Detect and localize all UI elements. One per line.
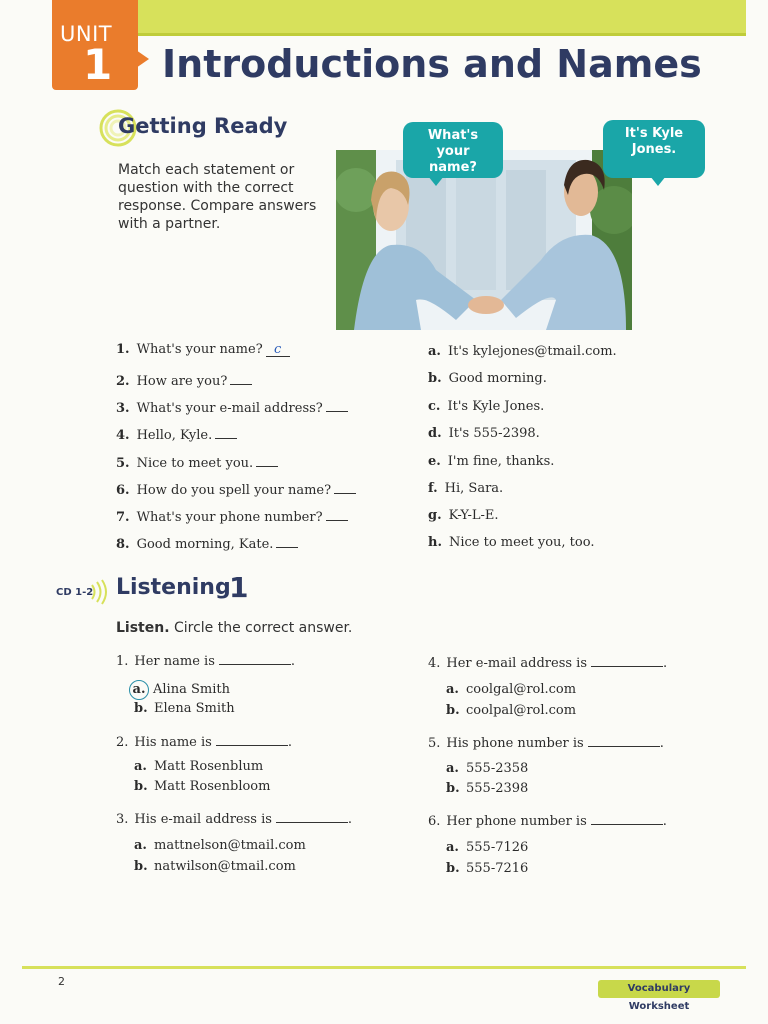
option-text: coolpal@rol.com [466, 703, 577, 718]
answer-blank[interactable] [326, 506, 348, 521]
listening-instructions-rest: Circle the correct answer. [169, 620, 353, 636]
vocabulary-worksheet-badge[interactable]: Vocabulary Worksheet [598, 980, 720, 998]
question-number: 2. [116, 374, 130, 389]
page-title: Introductions and Names [162, 42, 702, 86]
answer-blank[interactable] [276, 533, 298, 548]
response-text: It's kylejones@tmail.com. [447, 344, 617, 359]
question-text: His name is [134, 735, 212, 750]
unit-label: UNIT [60, 22, 113, 46]
listening-instructions-bold: Listen. [116, 620, 170, 636]
question-number: 6. [116, 483, 130, 498]
listening-question: 4. Her e-mail address is . [428, 656, 668, 671]
question-text: Her phone number is [446, 814, 587, 829]
section-number-listening: 1 [229, 571, 249, 604]
match-response [428, 535, 594, 550]
option-b[interactable] [446, 781, 528, 796]
listening-question: 5. His phone number is . [428, 736, 664, 751]
option-text: Elena Smith [154, 701, 235, 716]
question-number: 8. [116, 537, 130, 552]
option-b[interactable] [134, 859, 296, 874]
top-banner-stripe [130, 33, 746, 36]
section-title-getting-ready: Getting Ready [118, 114, 288, 138]
option-a[interactable] [134, 759, 263, 774]
answer-line [216, 745, 288, 746]
option-a[interactable] [446, 682, 576, 697]
match-question [116, 533, 298, 552]
option-a[interactable] [134, 680, 230, 700]
response-letter: h. [428, 535, 442, 550]
question-text: How are you? [136, 374, 228, 389]
match-response [428, 371, 547, 386]
answer-line [591, 824, 663, 825]
option-text: 555-2358 [466, 761, 529, 776]
question-text: His e-mail address is [134, 812, 272, 827]
response-letter: d. [428, 426, 442, 441]
match-response [428, 426, 540, 441]
response-text: It's Kyle Jones. [447, 399, 545, 414]
option-letter: b. [446, 781, 460, 796]
match-response [428, 481, 503, 496]
audio-icon [89, 579, 109, 605]
match-response [428, 508, 499, 523]
match-question [116, 342, 290, 357]
option-letter: a. [446, 761, 459, 776]
option-b[interactable] [446, 703, 576, 718]
option-b[interactable] [134, 779, 270, 794]
option-text: 555-2398 [466, 781, 529, 796]
section-title-listening: Listening [116, 575, 231, 600]
question-number: 7. [116, 510, 130, 525]
speech-bubble-right-tail [650, 176, 666, 186]
listening-question: 2. His name is . [116, 735, 292, 750]
response-letter: c. [428, 399, 441, 414]
match-question [116, 506, 348, 525]
response-text: Good morning. [448, 371, 547, 386]
option-text: natwilson@tmail.com [154, 859, 296, 874]
response-text: Hi, Sara. [444, 481, 504, 496]
question-text: Hello, Kyle. [136, 428, 213, 443]
top-banner [130, 0, 746, 36]
answer-line [219, 664, 291, 665]
question-number: 4. [428, 656, 441, 671]
getting-ready-instructions: Match each statement or question with the correct response. Compare answers with a partner. [118, 162, 317, 232]
answer-blank[interactable] [334, 479, 356, 494]
question-text: How do you spell your name? [136, 483, 332, 498]
speech-bubble-left-tail [428, 176, 444, 186]
question-number: 1. [116, 654, 129, 669]
cd-track-label: CD 1-2 [56, 587, 94, 598]
match-question [116, 479, 356, 498]
response-text: It's 555-2398. [448, 426, 540, 441]
question-number: 5. [428, 736, 441, 751]
question-text: What's your phone number? [136, 510, 323, 525]
unit-number: 1 [83, 40, 113, 89]
option-a[interactable] [446, 840, 528, 855]
option-letter: b. [446, 703, 460, 718]
answer-line [276, 822, 348, 823]
listening-question: 3. His e-mail address is . [116, 812, 353, 827]
answer-line [591, 666, 663, 667]
question-number: 3. [116, 401, 130, 416]
match-question [116, 424, 237, 443]
answer-blank[interactable] [230, 370, 252, 385]
unit-arrow-icon [136, 50, 149, 68]
question-text: His phone number is [446, 736, 584, 751]
option-letter: b. [134, 701, 148, 716]
answer-blank[interactable] [326, 397, 348, 412]
question-number: 4. [116, 428, 130, 443]
question-text: What's your name? [136, 342, 263, 357]
question-text: Her e-mail address is [446, 656, 588, 671]
option-text: coolgal@rol.com [466, 682, 577, 697]
response-text: K-Y-L-E. [448, 508, 499, 523]
question-number: 2. [116, 735, 129, 750]
match-response [428, 399, 544, 414]
match-response [428, 344, 617, 359]
option-text: Matt Rosenblum [154, 759, 264, 774]
option-letter: a. [134, 838, 147, 853]
response-letter: g. [428, 508, 442, 523]
option-letter: a. [446, 682, 459, 697]
response-letter: e. [428, 454, 441, 469]
answer-blank[interactable] [215, 424, 237, 439]
option-letter: b. [134, 779, 148, 794]
footer-divider [22, 966, 746, 969]
question-text: Good morning, Kate. [136, 537, 274, 552]
option-b[interactable] [134, 701, 235, 716]
listening-question: 6. Her phone number is . [428, 814, 667, 829]
response-letter: f. [428, 481, 438, 496]
option-b[interactable] [446, 861, 528, 876]
option-text: Matt Rosenbloom [154, 779, 271, 794]
option-text: 555-7126 [466, 840, 529, 855]
listening-instructions [116, 620, 352, 636]
option-text: mattnelson@tmail.com [154, 838, 306, 853]
response-text: Nice to meet you, too. [448, 535, 595, 550]
page-number: 2 [58, 975, 65, 988]
response-letter: b. [428, 371, 442, 386]
circled-option-marker: a. [129, 680, 149, 700]
match-response [428, 454, 554, 469]
question-text: Her name is [134, 654, 215, 669]
match-question [116, 370, 252, 389]
speech-bubble-left: What's your name? [403, 122, 503, 178]
answer-blank[interactable]: c [266, 342, 290, 357]
question-text: What's your e-mail address? [136, 401, 323, 416]
answer-blank[interactable] [256, 452, 278, 467]
option-letter: a. [446, 840, 459, 855]
option-letter: b. [134, 859, 148, 874]
question-number: 5. [116, 456, 130, 471]
match-question [116, 452, 278, 471]
option-letter: a. [134, 759, 147, 774]
question-number: 6. [428, 814, 441, 829]
option-letter: b. [446, 861, 460, 876]
option-text: Alina Smith [153, 682, 230, 697]
answer-line [588, 746, 660, 747]
response-text: I'm fine, thanks. [447, 454, 555, 469]
question-number: 3. [116, 812, 129, 827]
response-letter: a. [428, 344, 441, 359]
match-question [116, 397, 348, 416]
listening-question: 1. Her name is . [116, 654, 296, 669]
option-text: 555-7216 [466, 861, 529, 876]
option-a[interactable] [134, 838, 306, 853]
question-number: 1. [116, 342, 130, 357]
question-text: Nice to meet you. [136, 456, 254, 471]
option-a[interactable] [446, 761, 528, 776]
speech-bubble-right: It's Kyle Jones. [603, 120, 705, 178]
